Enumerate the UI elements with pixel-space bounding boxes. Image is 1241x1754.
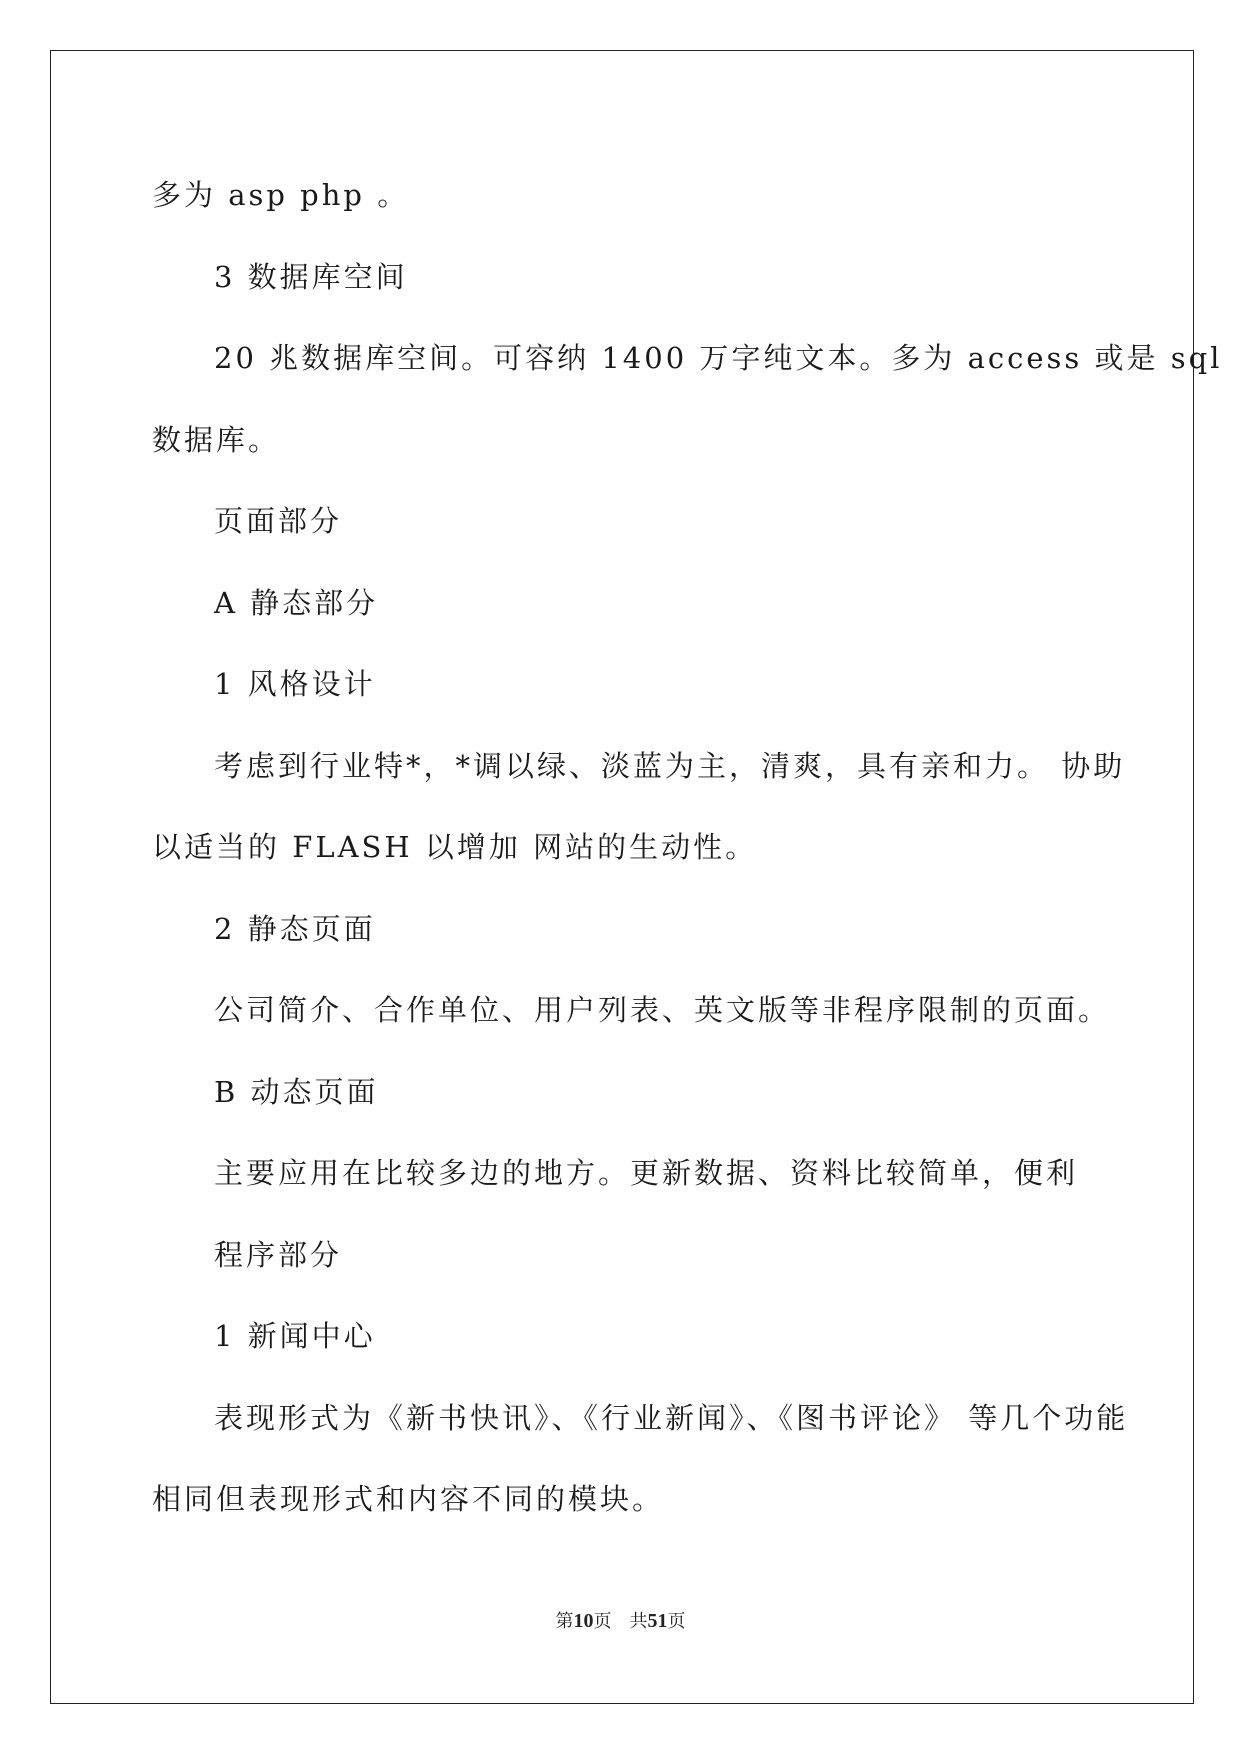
- text-line: B 动态页面: [214, 1074, 379, 1109]
- text-line: 2 静态页面: [214, 911, 376, 946]
- text-line: 20 兆数据库空间。可容纳 1400 万字纯文本。多为 access 或是 sql: [214, 341, 1223, 375]
- text-line: 相同但表现形式和内容不同的模块。: [152, 1482, 665, 1516]
- document-body: [152, 163, 1223, 1549]
- text-line: 考虑到行业特*，*调以绿、淡蓝为主，清爽，具有亲和力。 协助: [214, 748, 1126, 783]
- text-line: 1 新闻中心: [214, 1319, 376, 1353]
- footer-total-suffix: 页: [667, 1611, 686, 1632]
- current-page-number: 10: [573, 1610, 594, 1632]
- text-line: 表现形式为《新书快讯》、《行业新闻》、《图书评论》 等几个功能: [214, 1400, 1129, 1435]
- text-line: 程序部分: [214, 1237, 343, 1272]
- text-line: 数据库。: [152, 422, 281, 457]
- footer-total-prefix: 共: [629, 1611, 648, 1632]
- text-line: 3 数据库空间: [214, 259, 408, 294]
- text-line: 多为 asp php 。: [152, 178, 410, 212]
- text-line: A 静态部分: [214, 585, 379, 620]
- total-page-number: 51: [647, 1610, 668, 1632]
- page-footer: [0, 1607, 1241, 1633]
- footer-page-suffix: 页: [593, 1611, 612, 1632]
- footer-prefix: 第: [555, 1611, 574, 1632]
- text-line: 公司简介、合作单位、用户列表、英文版等非程序限制的页面。: [214, 993, 1111, 1027]
- text-line: 以适当的 FLASH 以增加 网站的生动性。: [152, 830, 758, 864]
- text-line: 主要应用在比较多边的地方。更新数据、资料比较简单，便利: [214, 1156, 1079, 1190]
- text-line: 1 风格设计: [214, 667, 376, 701]
- text-line: 页面部分: [214, 504, 343, 538]
